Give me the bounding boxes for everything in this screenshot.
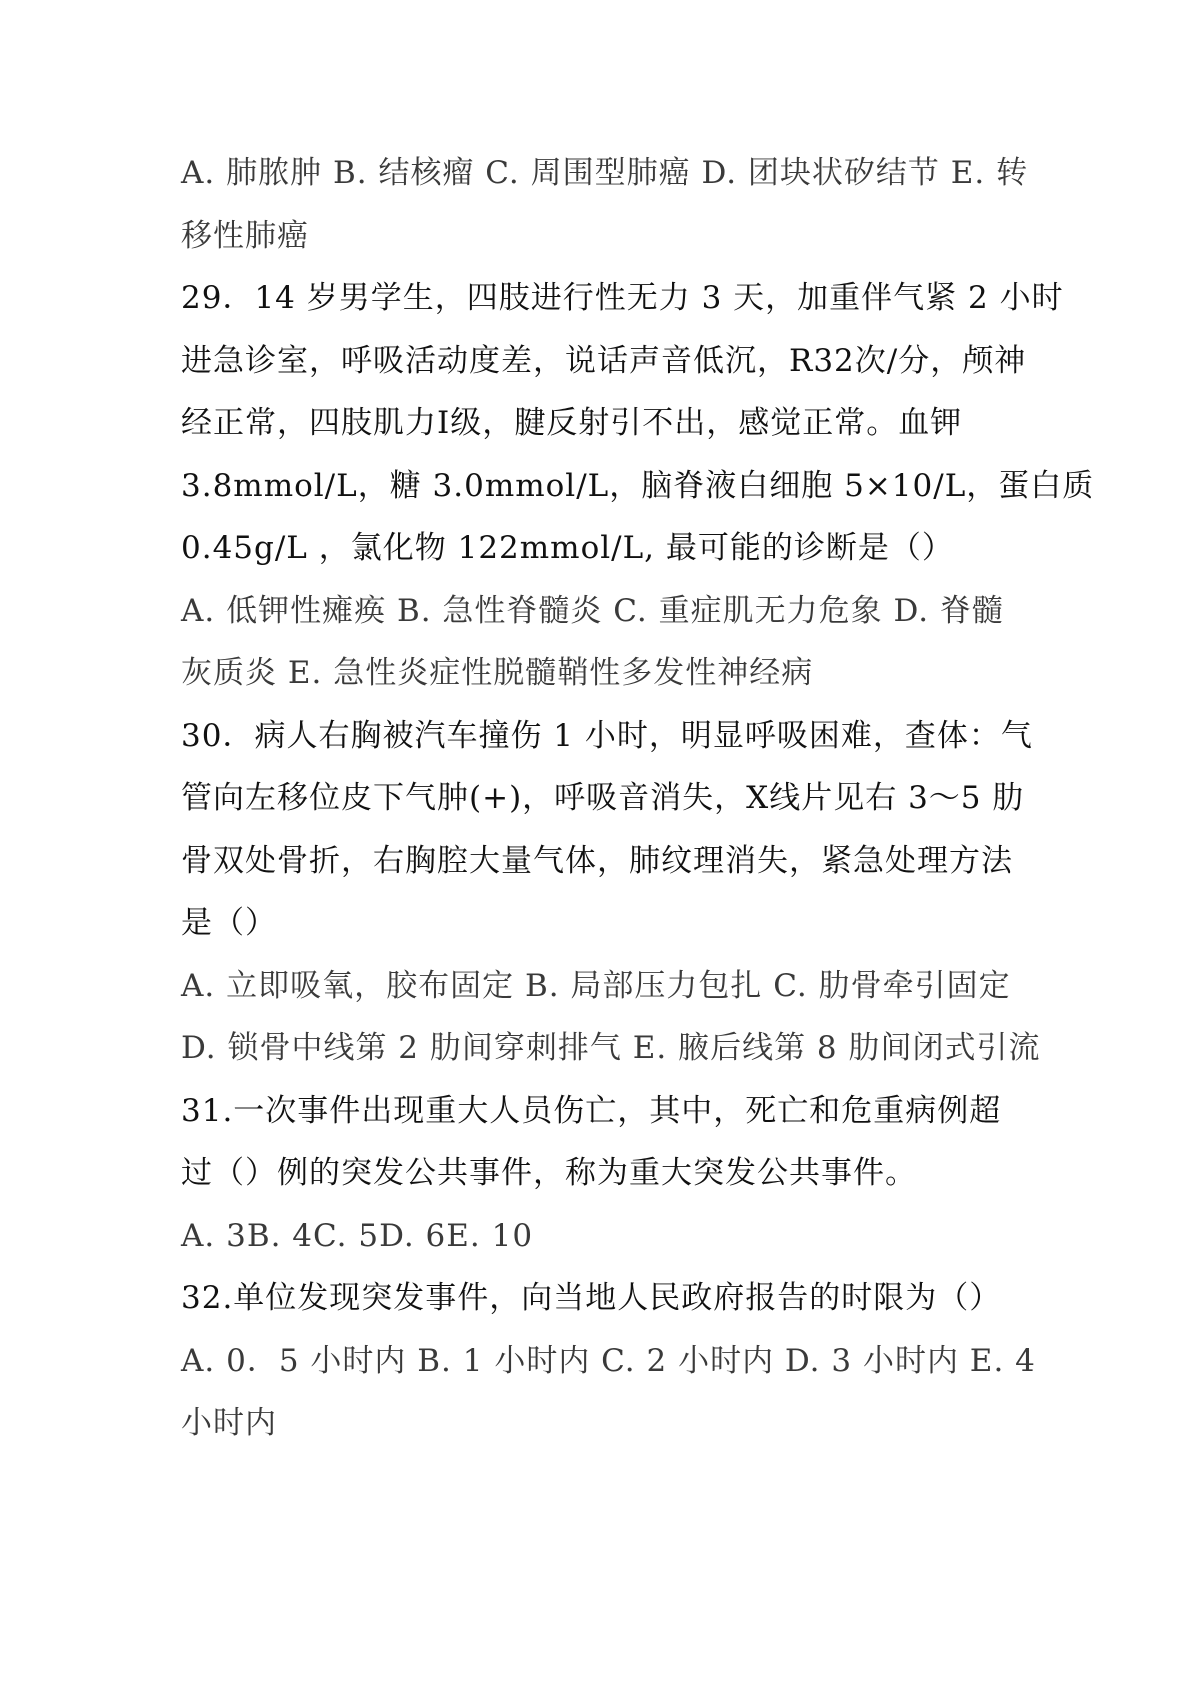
- question-31-cont: 过（）例的突发公共事件，称为重大突发公共事件。: [181, 1155, 917, 1191]
- answer-options-30-cont: D. 锁骨中线第 2 肋间穿刺排气 E. 腋后线第 8 肋间闭式引流: [181, 1030, 1041, 1066]
- answer-options-28-cont: 移性肺癌: [181, 217, 309, 254]
- answer-options-31: A. 3B. 4C. 5D. 6E. 10: [181, 1217, 534, 1254]
- question-29-cont: 3.8mmol/L，糖 3.0mmol/L，脑脊液白细胞 5×10/L，蛋白质: [181, 467, 1095, 504]
- question-29: 29．14 岁男学生，四肢进行性无力 3 天，加重伴气紧 2 小时: [181, 280, 1064, 316]
- question-30-cont: 管向左移位皮下气肿(+)，呼吸音消失，X线片见右 3～5 肋: [181, 780, 1025, 816]
- question-30-cont: 骨双处骨折，右胸腔大量气体，肺纹理消失，紧急处理方法: [181, 842, 1013, 879]
- question-30: 30．病人右胸被汽车撞伤 1 小时，明显呼吸困难，查体：气: [181, 717, 1033, 754]
- document-body: [181, 142, 1095, 1455]
- answer-options-32-cont: 小时内: [181, 1405, 277, 1441]
- question-29-cont: 0.45g/L ，氯化物 122mmol/L, 最可能的诊断是（）: [181, 530, 954, 566]
- answer-options-32: A. 0．5 小时内 B. 1 小时内 C. 2 小时内 D. 3 小时内 E. 4: [181, 1342, 1036, 1379]
- question-31: 31.一次事件出现重大人员伤亡，其中，死亡和危重病例超: [181, 1092, 1002, 1129]
- answer-options-28: A. 肺脓肿 B. 结核瘤 C. 周围型肺癌 D. 团块状矽结节 E. 转: [181, 155, 1029, 191]
- question-30-cont: 是（）: [181, 905, 277, 941]
- question-29-cont: 进急诊室，呼吸活动度差，说话声音低沉，R32次/分，颅神: [181, 342, 1027, 379]
- answer-options-29-cont: 灰质炎 E. 急性炎症性脱髓鞘性多发性神经病: [181, 655, 814, 691]
- question-32: 32.单位发现突发事件，向当地人民政府报告的时限为（）: [181, 1280, 1002, 1316]
- question-29-cont: 经正常，四肢肌力Ⅰ级，腱反射引不出，感觉正常。血钾: [181, 405, 963, 441]
- answer-options-29: A. 低钾性瘫痪 B. 急性脊髓炎 C. 重症肌无力危象 D. 脊髓: [181, 592, 1004, 629]
- answer-options-30: A. 立即吸氧，胶布固定 B. 局部压力包扎 C. 肋骨牵引固定: [181, 967, 1011, 1004]
